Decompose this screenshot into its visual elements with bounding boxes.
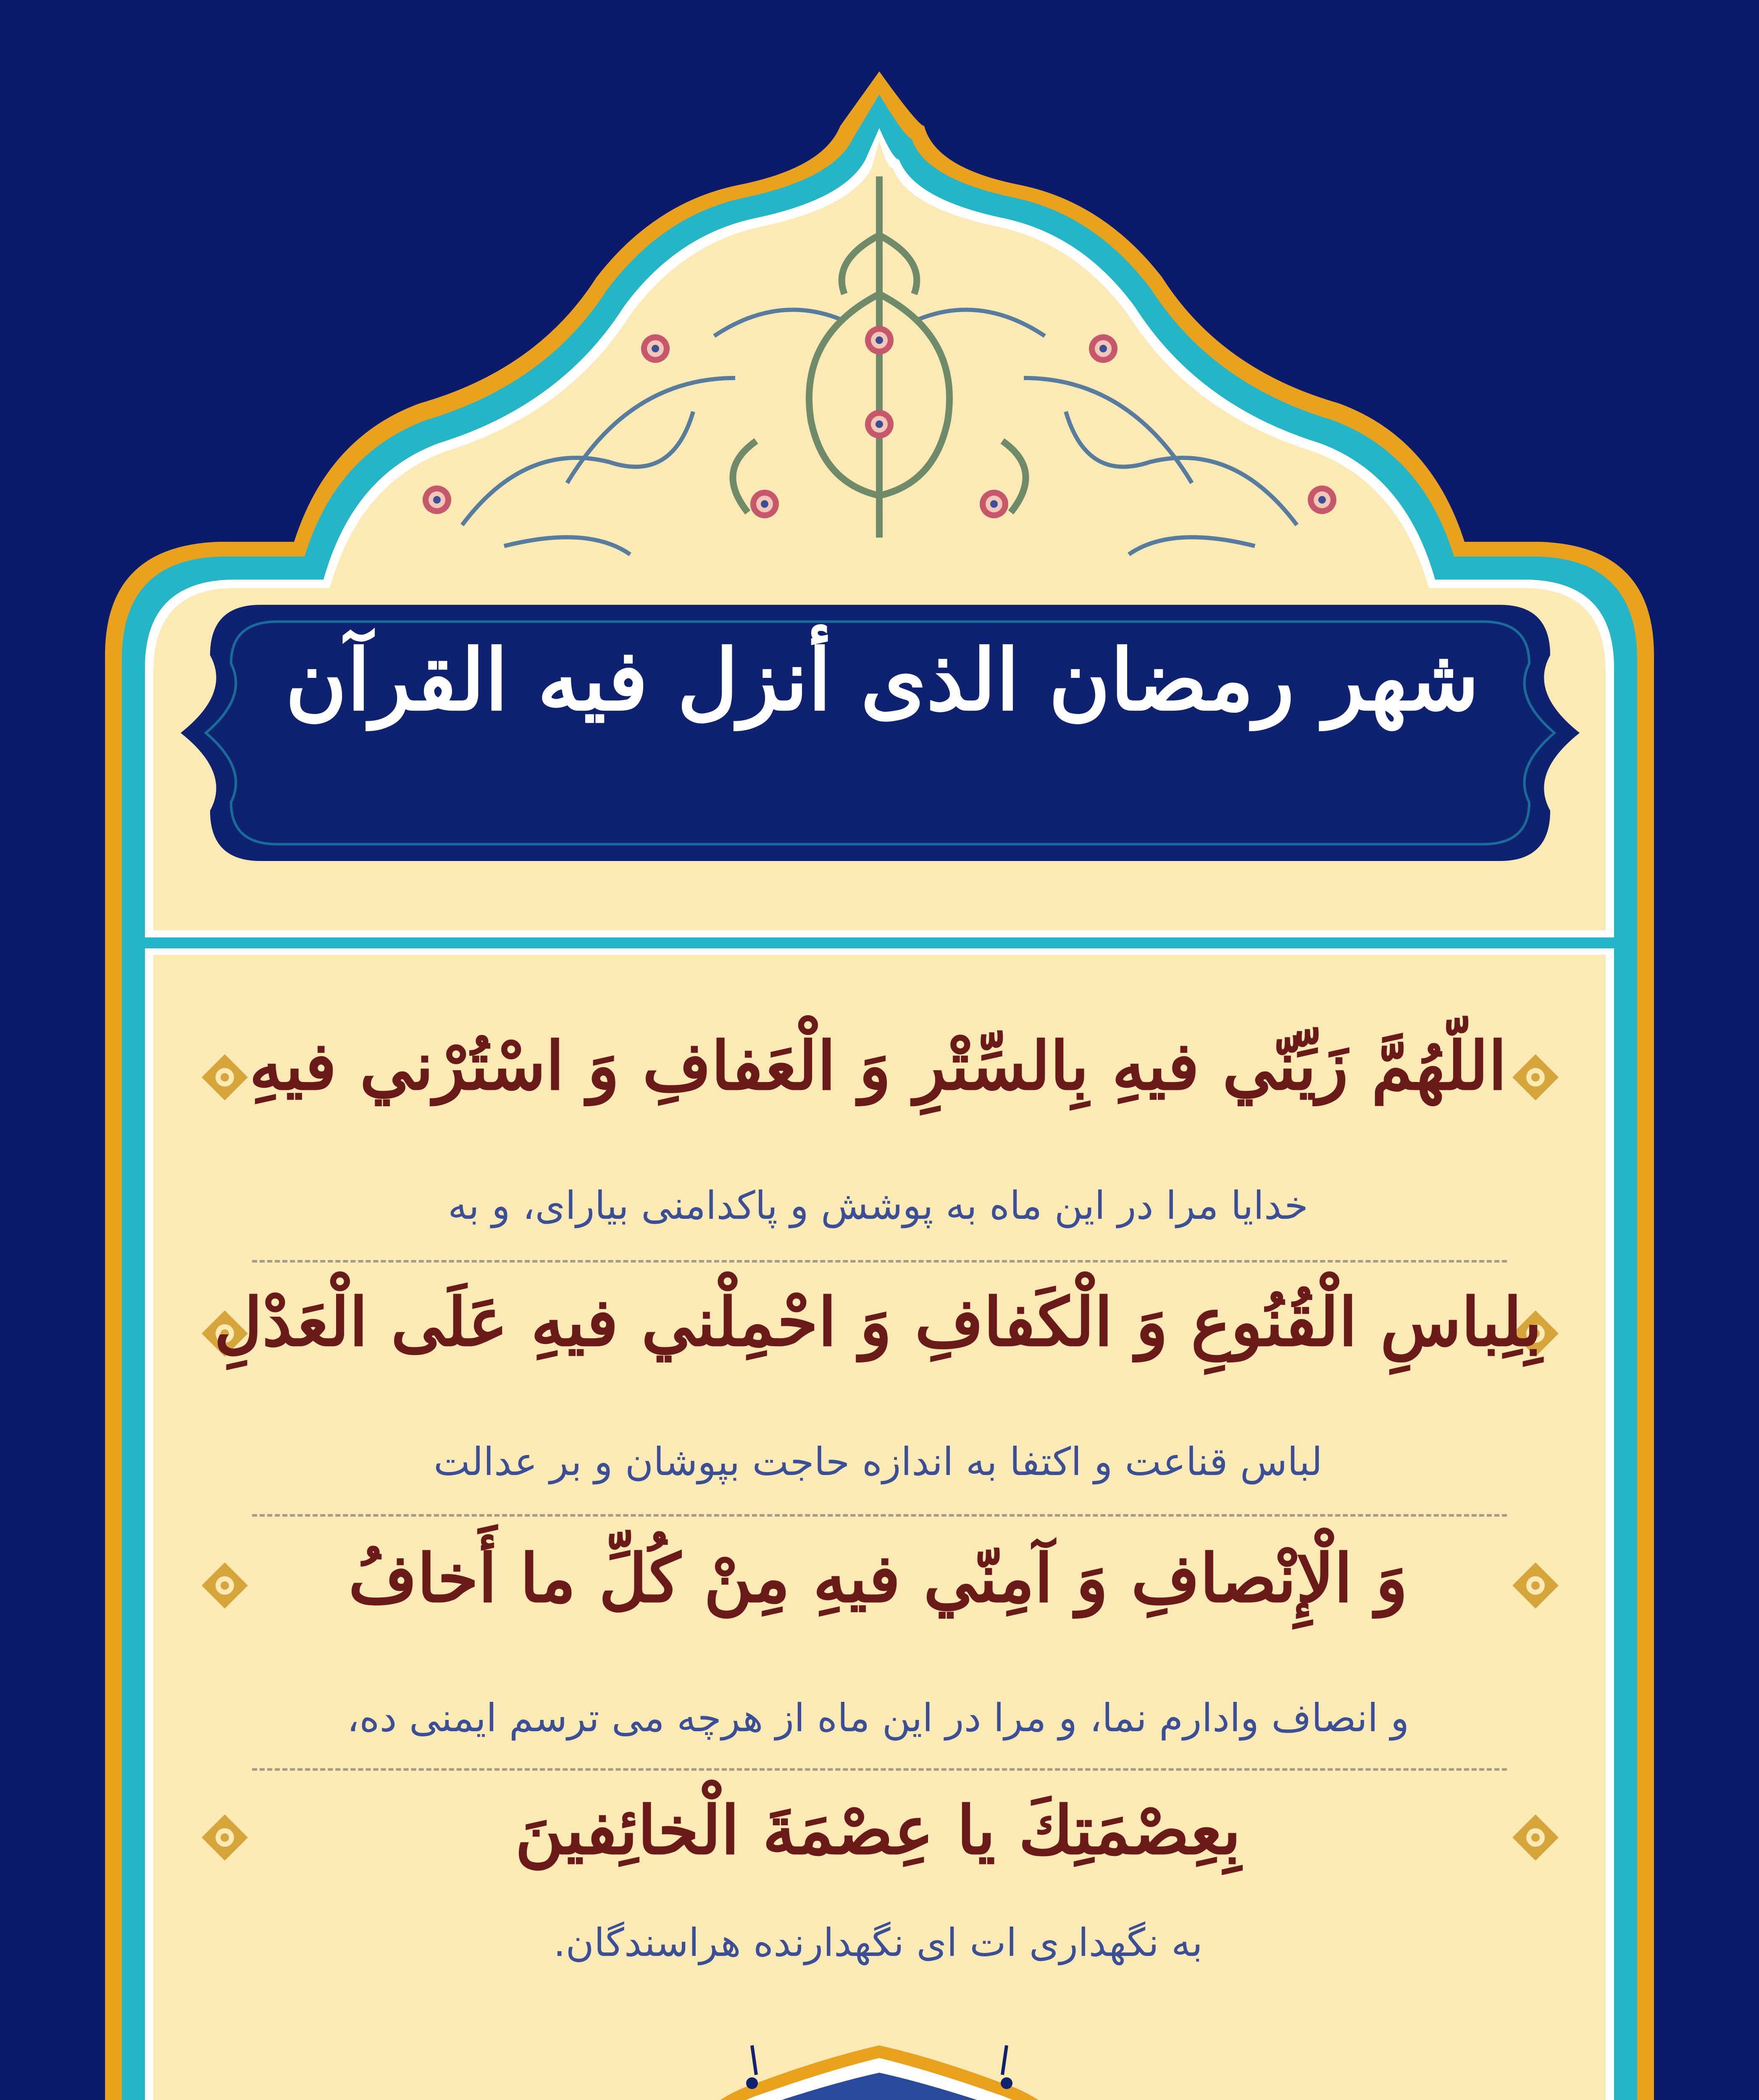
verse-item <box>176 1284 1580 1525</box>
verse-translation: لباس قناعت و اکتفا به اندازه حاجت بپوشان و بر عدالت <box>434 1439 1323 1484</box>
verse-arabic: بِعِصْمَتِكَ يا عِصْمَةَ الْخائِفينَ <box>515 1792 1241 1869</box>
verse-translation: به نگهداری ات ای نگهدارنده هراسندگان. <box>553 1920 1203 1965</box>
verse-arabic: اللّهُمَّ زَيِّنّي فيهِ بِالسِّتْرِ وَ الْعَفافِ وَ اسْتُرْني فيهِ <box>249 1027 1507 1105</box>
verse-separator <box>252 1514 1507 1517</box>
page-title: شهر رمضان الذی أنزل فیه القرآن <box>285 631 1479 730</box>
verse-separator <box>252 1260 1507 1263</box>
verse-translation: خدایا مرا در این ماه به پوشش و پاکدامنی بیارای، و به <box>447 1183 1309 1228</box>
verse-separator <box>252 1768 1507 1771</box>
verse-arabic: بِلِباسِ الْقُنُوعِ وَ الْكَفافِ وَ احْمِلْني فيهِ عَلَى الْعَدْلِ <box>214 1284 1542 1361</box>
verse-item <box>176 1540 1580 1781</box>
verse-item <box>176 1792 1580 1991</box>
verse-item <box>176 1027 1580 1268</box>
header-divider-teal <box>122 937 1637 948</box>
verse-translation: و انصاف وادارم نما، و مرا در این ماه از هرچه می ترسم ایمنی ده، <box>347 1696 1409 1740</box>
verse-arabic: وَ الْإِنْصافِ وَ آمِنّي فيهِ مِنْ كُلِّ ما أَخافُ <box>348 1540 1408 1617</box>
